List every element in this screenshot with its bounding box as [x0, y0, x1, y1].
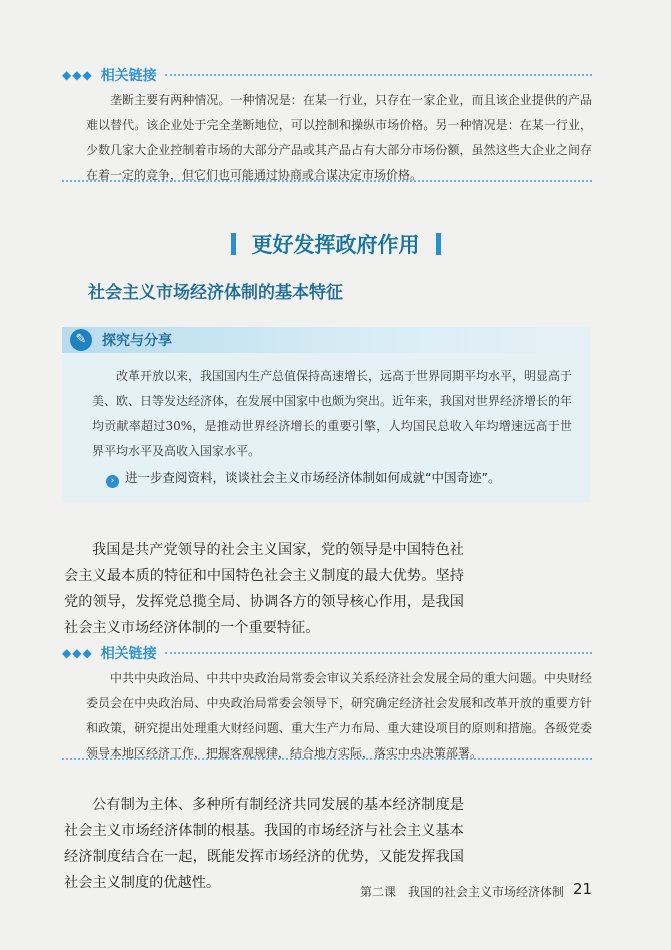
explore-share-box — [62, 327, 590, 502]
explore-question — [106, 468, 500, 488]
dotted-divider — [165, 652, 592, 654]
dotted-divider — [62, 758, 592, 760]
footer-lesson-title: 第二课 我国的社会主义市场经济体制 — [360, 885, 565, 899]
related-link-body: 垄断主要有两种情况。一种情况是：在某一行业，只存在一家企业，而且该企业提供的产品难以替代。该企业处于完全垄断地位，可以控制和操纵市场价格。另一种情况是：在某一行业，少数几家大企业控制着市场的大部分产品或其产品占有大部分市场份额，虽然这些大企业之间存在着一定的竞争，但它们也可能通过协商或合谋决定市场价格。 — [86, 93, 592, 182]
arrow-icon: › — [106, 475, 119, 488]
explore-title: 探究与分享 — [102, 333, 172, 349]
related-link-header — [62, 64, 592, 86]
body-paragraph-1: 我国是共产党领导的社会主义国家，党的领导是中国特色社会主义最本质的特征和中国特色社会主义制度的最大优势。坚持党的领导，发挥党总揽全局、协调各方的领导核心作用，是我国社会主义市场经济体制的一个重要特征。 — [64, 542, 464, 636]
diamond-icon: ◆◆◆ — [62, 68, 93, 82]
title-bar-left — [231, 233, 236, 255]
related-link-box-1 — [62, 64, 592, 188]
related-link-box-2 — [62, 642, 592, 766]
explore-question-text: 进一步查阅资料，谈谈社会主义市场经济体制如何成就“中国奇迹”。 — [125, 470, 501, 485]
subsection-title: 社会主义市场经济体制的基本特征 — [88, 283, 343, 303]
section-title — [0, 229, 671, 259]
title-bar-right — [436, 233, 441, 255]
explore-body: 改革开放以来，我国国内生产总值保持高速增长，远高于世界同期平均水平，明显高于美、欧、日等发达经济体，在发展中国家中也颇为突出。近年来，我国对世界经济增长的年均贡献率超过30%，是推动世界经济增长的重要引擎，人均国民总收入年均增速远高于世界平均水平及高收入国家水平。 — [92, 369, 573, 458]
related-link-body: 中共中央政治局、中共中央政治局常委会审议关系经济社会发展全局的重大问题。中央财经委员会在中央政治局、中央政治局常委会领导下，研究确定经济社会发展和改革开放的重要方针和政策，研究提出处理重大财经问题、重大生产力布局、重大建设项目的原则和措施。各级党委领导本地区经济工作，把握客观规律，结合地方实际，落实中央决策部署。 — [86, 671, 592, 760]
body-paragraph-2: 公有制为主体、多种所有制经济共同发展的基本经济制度是社会主义市场经济体制的根基。我国的市场经济与社会主义基本经济制度结合在一起，既能发挥市场经济的优势，又能发挥我国社会主义制度的优越性。 — [64, 797, 464, 891]
related-link-title: 相关链接 — [100, 68, 157, 84]
diamond-icon: ◆◆◆ — [62, 646, 93, 660]
dotted-divider — [62, 180, 592, 182]
explore-icon: ✎ — [70, 329, 92, 351]
explore-header — [62, 327, 590, 353]
section-title-text: 更好发挥政府作用 — [251, 233, 420, 257]
page-number: 21 — [573, 880, 593, 898]
dotted-divider — [165, 74, 592, 76]
related-link-title: 相关链接 — [100, 646, 157, 662]
related-link-header — [62, 642, 592, 664]
